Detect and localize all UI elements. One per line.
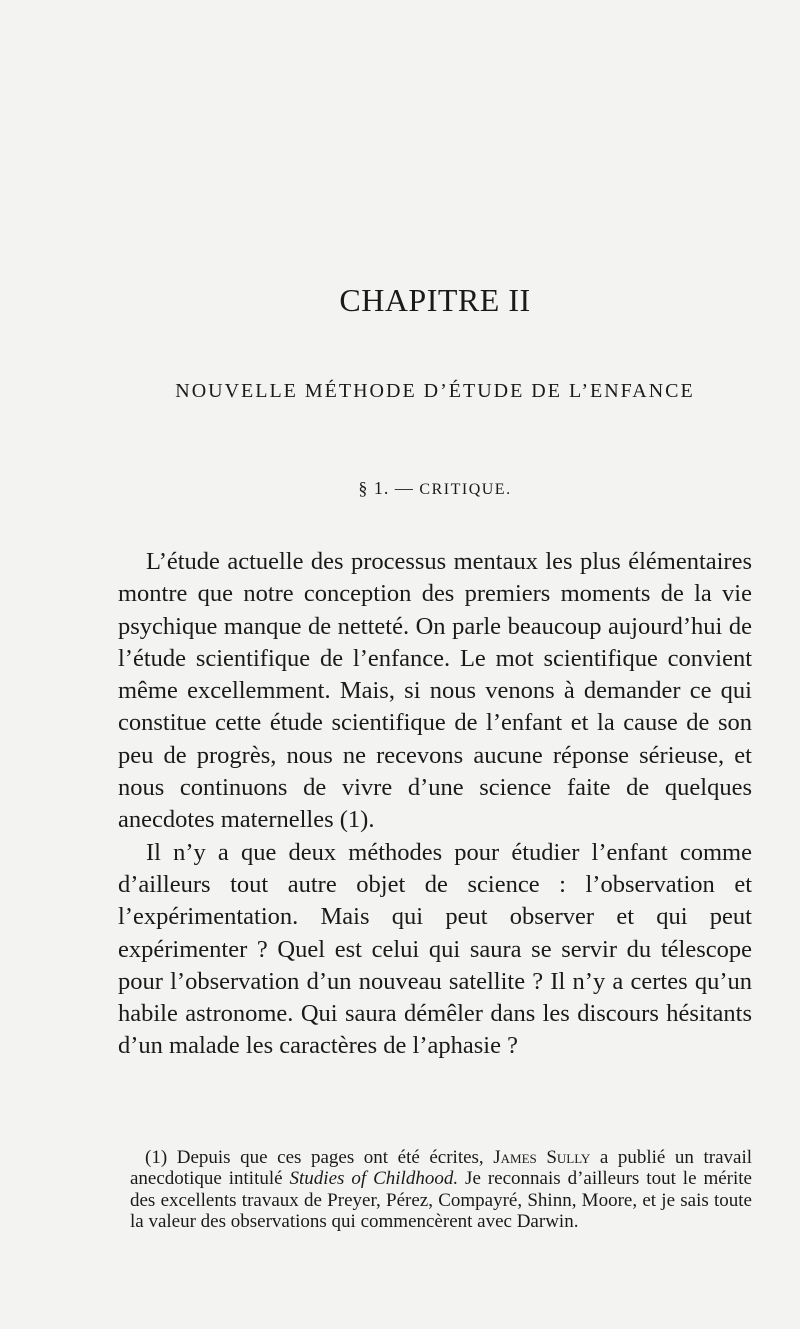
section-title: CRITIQUE. [419, 481, 512, 498]
footnote-book-title: Studies of Childhood. [289, 1168, 459, 1190]
chapter-title: CHAPITRE II [339, 282, 531, 318]
footnote-rest: Je reconnais d’ailleurs tout le mérite des excellents travaux de Preyer, Pérez, Compayré, Shinn, Moore, et je sais toute la valeur des observations qui commencèrent avec Darwin. [130, 1168, 752, 1232]
footnote-before-author: Depuis que ces pages ont été écrites, [176, 1147, 484, 1168]
chapter-subtitle: NOUVELLE MÉTHODE D’ÉTUDE DE L’ENFANCE [175, 380, 695, 402]
section-heading [0, 478, 800, 499]
footnote-marker: (1) [145, 1147, 168, 1168]
paragraph: Il n’y a que deux méthodes pour étudier l’enfant comme d’ailleurs tout autre objet de science : l’observation et l’expérimentation. Mais qui peut observer et qui peut expérimenter ? Quel est celui qui saura se servir du télescope pour l’observation d’un nouveau satellite ? Il n’y a certes qu’un habile astronome. Qui saura démêler dans les discours hésitants d’un malade les caractères de l’aphasie ? [118, 838, 752, 1060]
footnote-after-author: a publié un travail anecdotique intitulé [130, 1147, 753, 1190]
body-text [118, 546, 752, 1063]
paragraph: L’étude actuelle des processus mentaux les plus élémentaires montre que notre conception des premiers moments de la vie psychique manque de netteté. On parle beaucoup aujourd’hui de l’étude scientifique de l’enfance. Le mot scientifique convient même excellemment. Mais, si nous venons à demander ce qui constitue cette étude scientifique de l’enfant et la cause de son peu de progrès, nous ne recevons aucune réponse sérieuse, et nous continuons de vivre d’une science faite de quelques anecdotes maternelles (1). [118, 548, 752, 834]
footnote-text [130, 1147, 752, 1232]
section-number: § 1. — [358, 478, 414, 498]
footnote [130, 1147, 752, 1232]
footnote-author: James Sully [493, 1147, 591, 1168]
